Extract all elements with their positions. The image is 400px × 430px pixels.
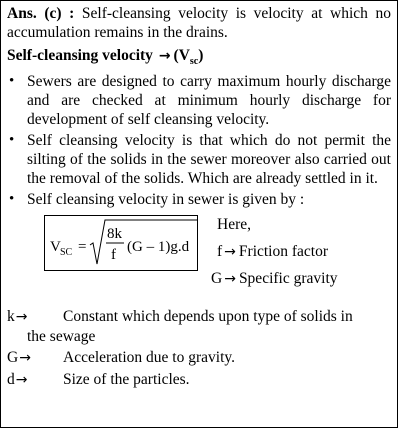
definition-k <box>7 307 391 346</box>
def-meaning: Constant which depends upon type of solids in <box>63 308 353 326</box>
heading-symbol-sub: sc <box>189 56 199 68</box>
heading-text: Self-cleansing velocity <box>7 47 153 64</box>
def-meaning: Acceleration due to gravity. <box>63 349 236 367</box>
def-continuation: the sewage <box>27 328 96 346</box>
def-meaning: Size of the particles. <box>63 371 190 389</box>
bullet-dot: • <box>9 73 15 90</box>
bullet-text: Self cleansing velocity in sewer is given by : <box>27 191 305 209</box>
def-arrow: → <box>15 309 28 326</box>
formula-lhs-sub: SC <box>60 247 73 259</box>
formula-box <box>44 215 198 271</box>
bullet-list <box>7 72 391 209</box>
def-arrow: → <box>224 271 236 288</box>
def-symbol: G <box>7 349 19 367</box>
heading-symbol-close: ) <box>198 47 204 64</box>
heading-arrow: → <box>158 48 171 64</box>
definition-g <box>7 348 391 368</box>
bullet-item <box>7 190 391 209</box>
answer-text: Self-cleansing velocity is velocity at which no accumulation remains in the drains. <box>7 5 391 41</box>
formula-def-f <box>217 242 328 262</box>
def-symbol: G <box>211 270 223 288</box>
formula-numerator: 8k <box>107 226 122 243</box>
bullet-text: Sewers are designed to carry maximum hourly discharge and are checked at minimum hourly discharge for development of self cleansing velocity. <box>27 73 391 129</box>
def-symbol: d <box>7 371 15 389</box>
section-heading <box>7 46 391 71</box>
def-arrow: → <box>15 372 28 389</box>
formula-lhs: V <box>50 239 61 256</box>
bullet-dot: • <box>9 191 15 208</box>
formula-row <box>7 211 391 307</box>
formula-def-g <box>211 269 338 289</box>
answer-intro <box>7 4 391 42</box>
answer-label: Ans. (c) : <box>7 5 75 22</box>
here-label: Here, <box>217 216 251 234</box>
definition-d <box>7 370 391 390</box>
def-meaning: Friction factor <box>238 243 329 261</box>
bullet-dot: • <box>9 132 15 149</box>
formula-svg <box>45 216 199 272</box>
def-arrow: → <box>19 350 31 367</box>
def-symbol: f <box>217 243 223 261</box>
symbol-definitions <box>7 307 391 390</box>
heading-symbol-open: (V <box>173 47 190 64</box>
bullet-item <box>7 131 391 188</box>
formula-tail: (G – 1)g.d <box>127 239 190 256</box>
def-meaning: Specific gravity <box>238 270 338 288</box>
bullet-text: Self cleansing velocity is that which do not permit the silting of the solids in the sewer moreover also carried out the removal of the solids. Which are already settled in it. <box>27 132 391 188</box>
bullet-item <box>7 72 391 129</box>
formula-equals: = <box>78 239 87 256</box>
def-arrow: → <box>224 244 236 261</box>
formula-denominator: f <box>111 247 116 264</box>
def-symbol: k <box>7 308 15 326</box>
